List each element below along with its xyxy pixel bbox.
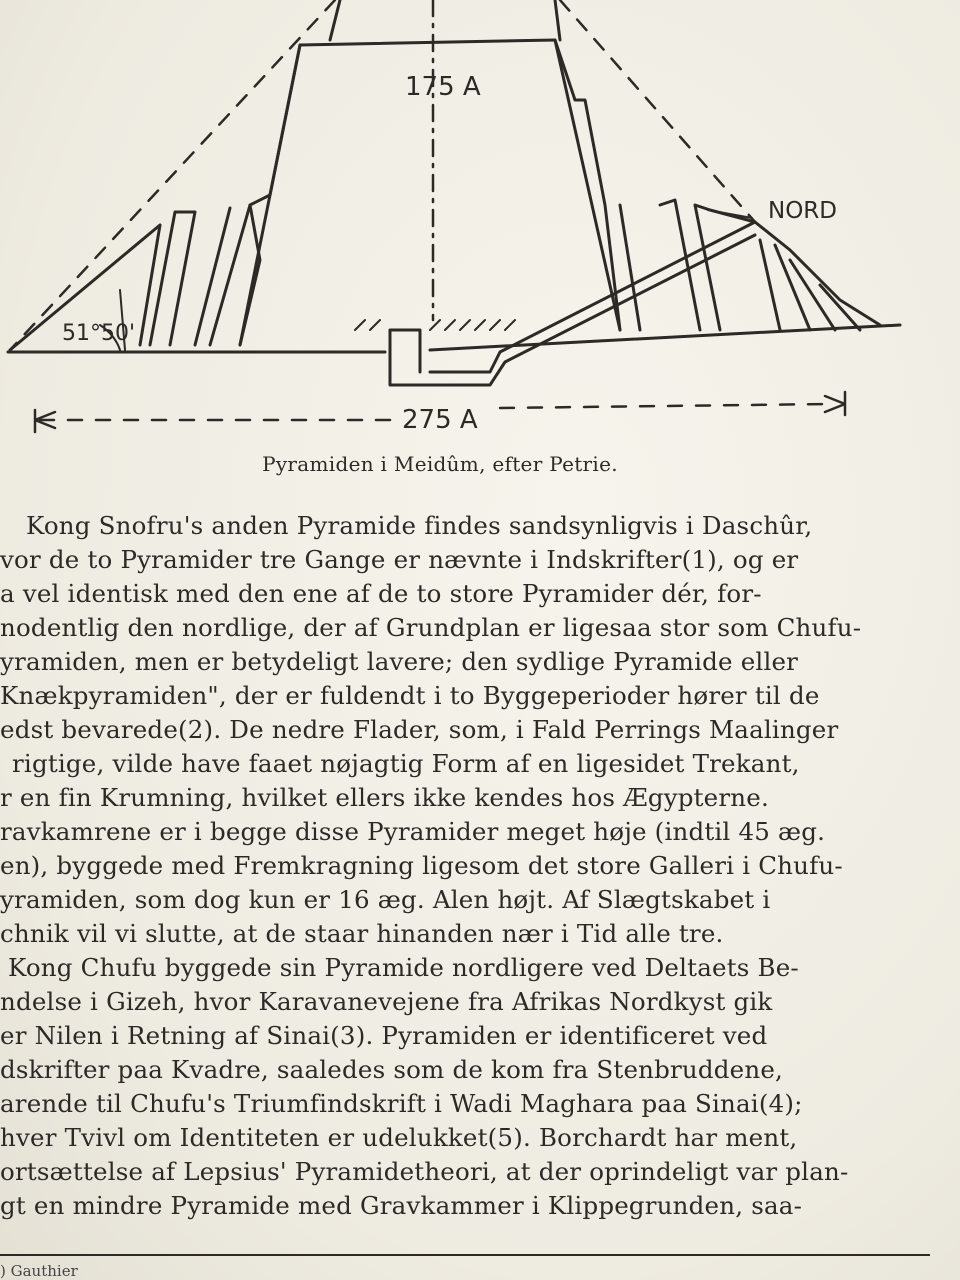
outer-face-lines [330, 0, 560, 40]
footnote: ) Gauthier [0, 1262, 78, 1280]
ideal-outline-left [10, 0, 335, 350]
left-rubble [195, 205, 250, 345]
right-rubble [755, 222, 880, 325]
chamber-pit [390, 330, 420, 385]
text-line: rigtige, vilde have faaet nøjagtig Form af en ligesidet Trekant, [12, 749, 800, 778]
text-line: a vel identisk med den ene af de to store Pyramider dér, for- [0, 579, 762, 608]
text-line: yramiden, men er betydeligt lavere; den sydlige Pyramide eller [0, 647, 799, 676]
text-line: yramiden, som dog kun er 16 æg. Alen højt. Af Slægtskabet i [0, 885, 771, 914]
text-line: ortsættelse af Lepsius' Pyramidetheori, at der oprindeligt var plan- [0, 1157, 849, 1186]
text-line: r en fin Krumning, hvilket ellers ikke kendes hos Ægypterne. [0, 783, 769, 812]
text-line: chnik vil vi slutte, at de staar hinanden nær i Tid alle tre. [0, 919, 724, 948]
height-label: 175 A [405, 72, 481, 102]
right-rubble-lines [760, 240, 860, 330]
meidum-pyramid-figure [0, 0, 960, 445]
text-line: arende til Chufu's Triumfindskrift i Wadi Maghara paa Sinai(4); [0, 1089, 803, 1118]
text-line: ravkamrene er i begge disse Pyramider meget høje (indtil 45 æg. [0, 817, 826, 846]
text-line: er Nilen i Retning af Sinai(3). Pyramiden er identificeret ved [0, 1021, 768, 1050]
text-line: hver Tvivl om Identiteten er udelukket(5). Borchardt har ment, [0, 1123, 798, 1152]
text-line: vor de to Pyramider tre Gange er nævnte i Indskrifter(1), og er [0, 545, 799, 574]
text-line: Kong Chufu byggede sin Pyramide nordligere ved Deltaets Be- [8, 953, 799, 982]
figure-caption: Pyramiden i Meidûm, efter Petrie. [262, 452, 618, 476]
text-line: Knækpyramiden", der er fuldendt i to Byggeperioder hører til de [0, 681, 820, 710]
text-line: nodentlig den nordlige, der af Grundplan er ligesaa stor som Chufu- [0, 613, 862, 642]
text-line: dskrifter paa Kvadre, saaledes som de kom fra Stenbruddene, [0, 1055, 784, 1084]
text-line: en), byggede med Fremkragning ligesom det store Galleri i Chufu- [0, 851, 843, 880]
dimension-arrow-right [825, 392, 845, 415]
hatching [355, 320, 515, 330]
angle-label: 51°50' [62, 321, 136, 346]
width-label: 275 A [402, 405, 478, 435]
north-label: NORD [768, 198, 837, 224]
text-line: edst bevarede(2). De nedre Flader, som, i Fald Perrings Maalinger [0, 715, 839, 744]
text-line: Kong Snofru's anden Pyramide findes sandsynligvis i Daschûr, [26, 511, 813, 540]
footnote-rule [0, 1254, 930, 1256]
text-line: ndelse i Gizeh, hvor Karavanevejene fra Afrikas Nordkyst gik [0, 987, 773, 1016]
right-step-walls [620, 200, 755, 330]
text-line: gt en mindre Pyramide med Gravkammer i Klippegrunden, saa- [0, 1191, 803, 1220]
